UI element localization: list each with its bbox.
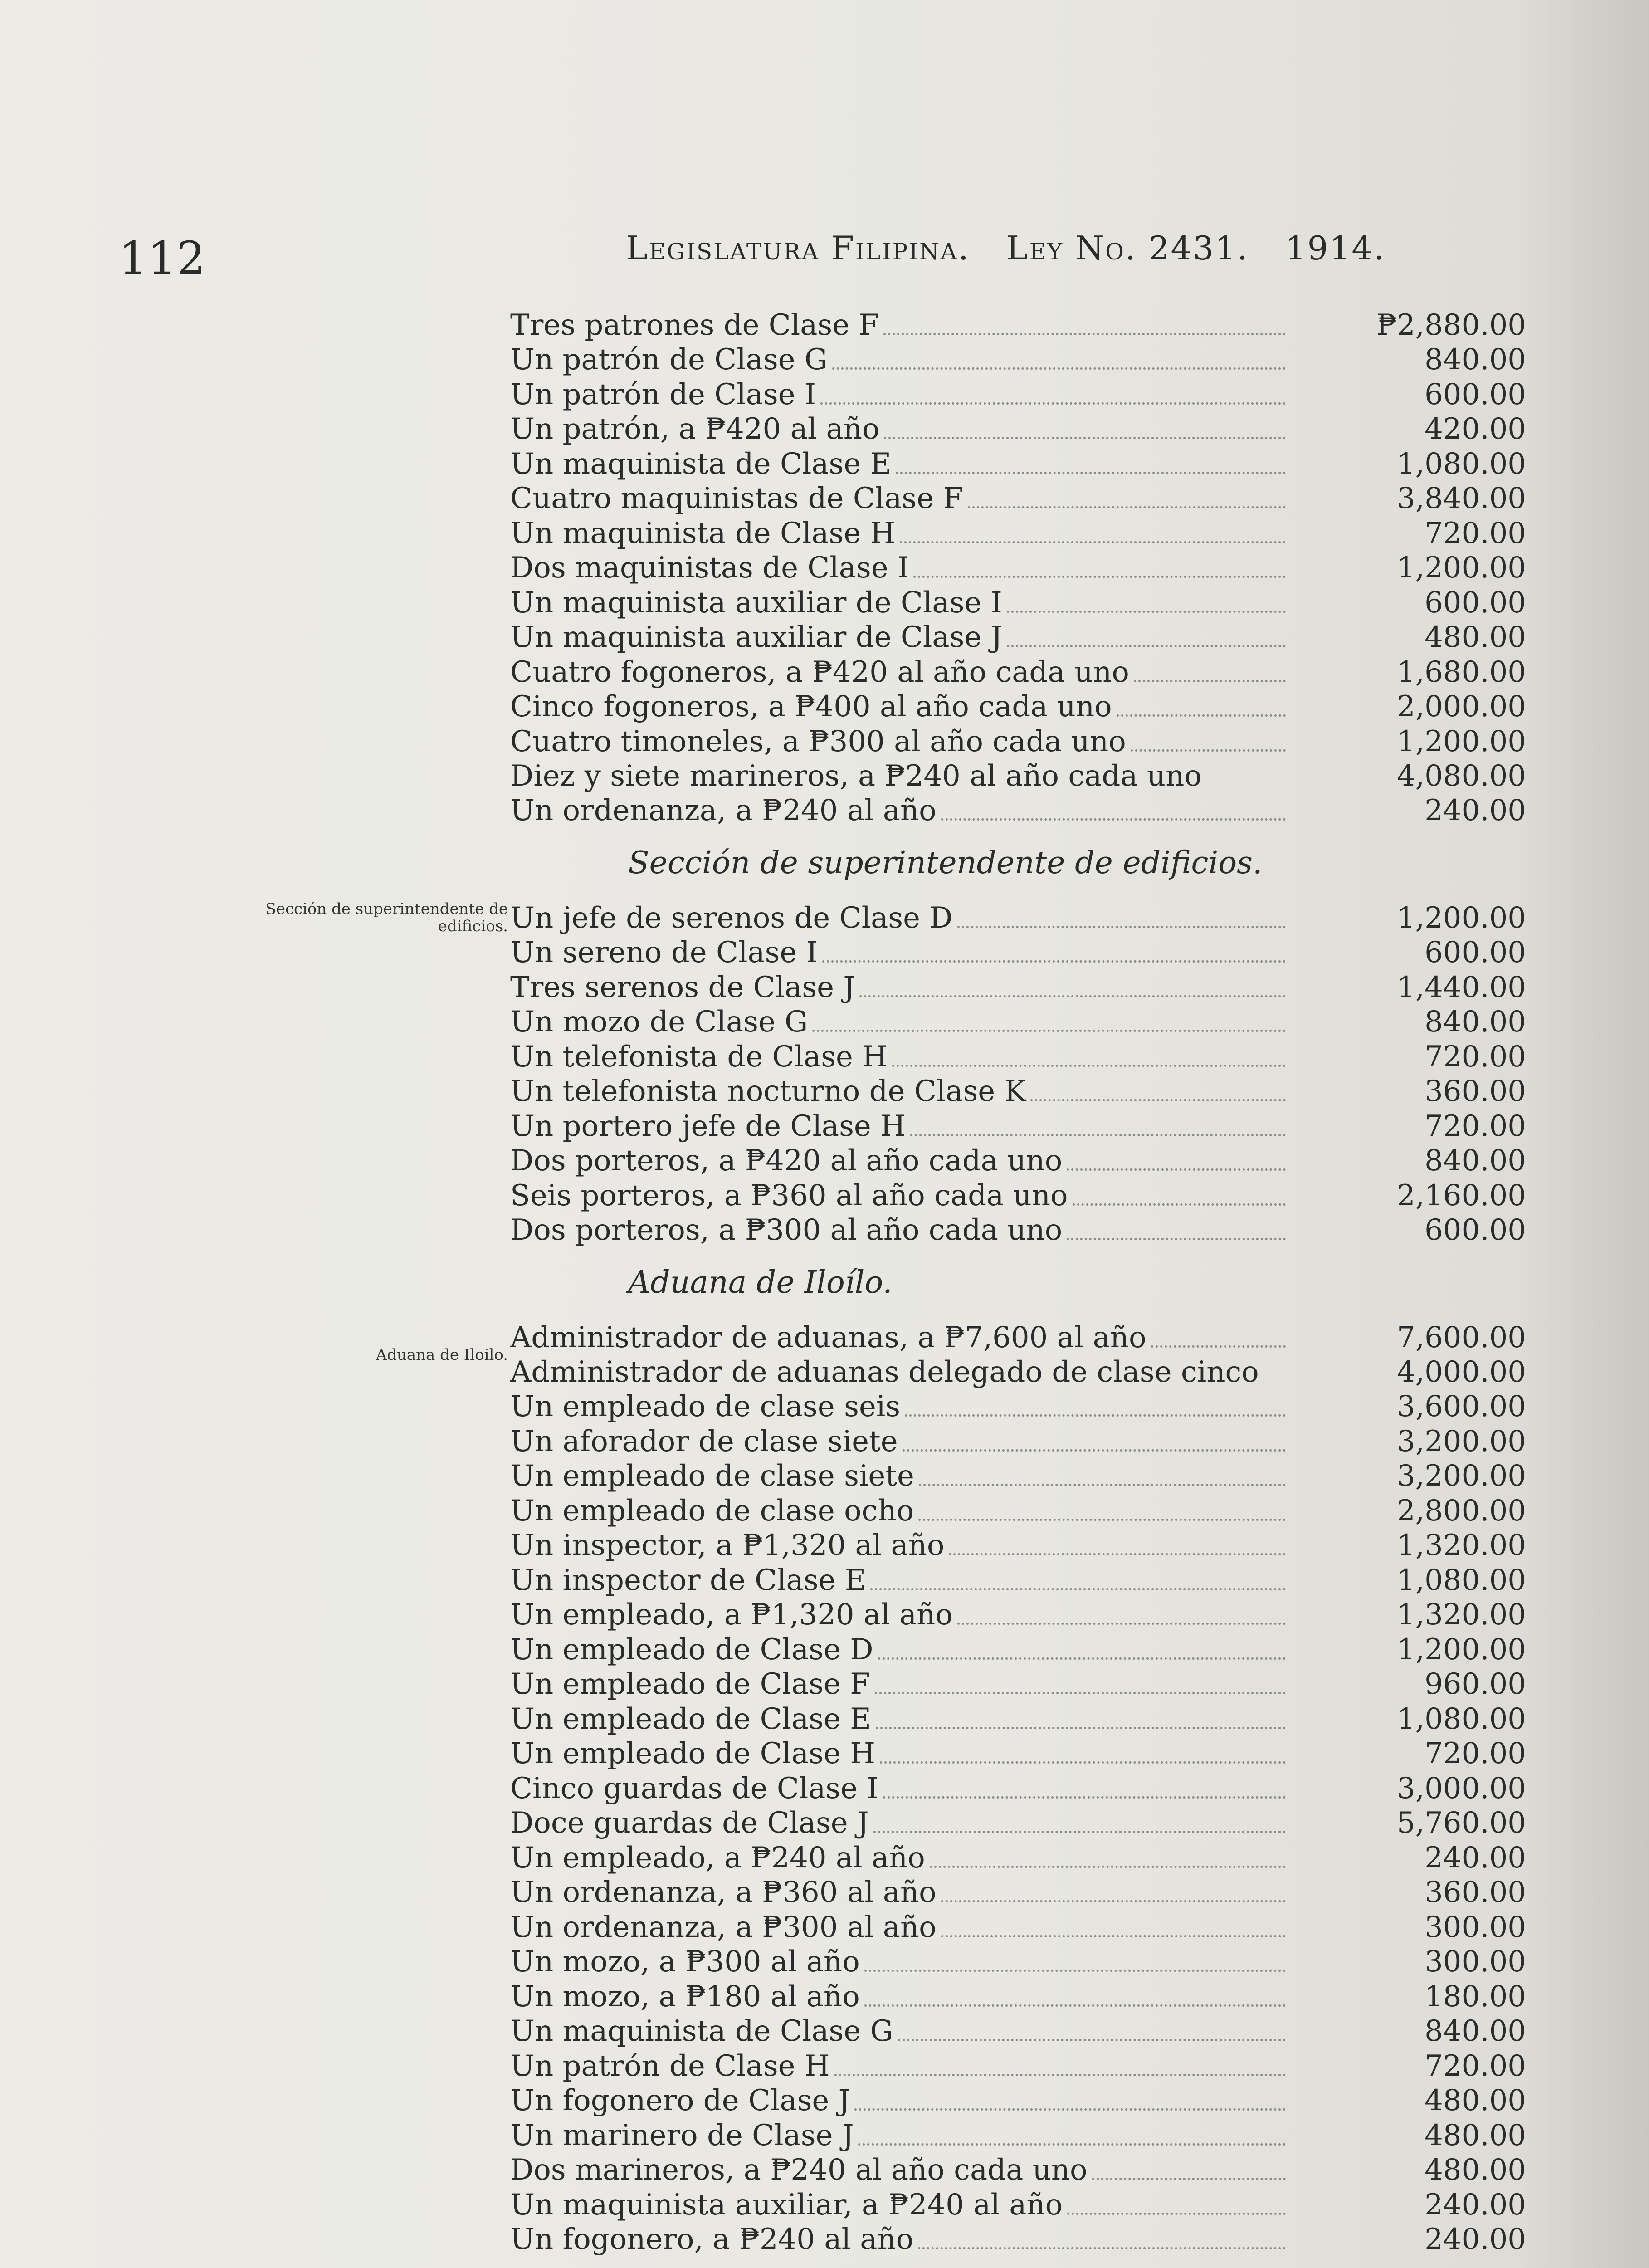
line-item-label: Doce guardas de Clase J [510, 1806, 869, 1840]
line-item-description [510, 412, 1290, 446]
line-item [510, 655, 1526, 689]
line-item-label: Dos porteros, a ₱420 al año cada uno [510, 1144, 1063, 1178]
line-item [510, 585, 1526, 620]
line-item-label: Un inspector de Clase E [510, 1563, 866, 1597]
dot-leader [930, 1866, 1286, 1868]
dot-leader [859, 995, 1286, 997]
line-item-amount: 360.00 [1425, 1876, 1526, 1909]
line-item-label: Cuatro fogoneros, a ₱420 al año cada uno [510, 655, 1129, 689]
line-item [510, 1074, 1526, 1109]
line-item [510, 1945, 1526, 1980]
line-item-label: Administrador de aduanas delegado de clase cinco [510, 1355, 1259, 1389]
running-head-year: 1914. [1285, 229, 1386, 267]
line-item-description [510, 935, 1290, 970]
line-item-amount: 3,200.00 [1397, 1459, 1526, 1493]
dot-leader [1067, 2213, 1286, 2215]
line-item [510, 1039, 1526, 1074]
line-item-label: Un aforador de clase siete [510, 1424, 898, 1458]
line-item [510, 1355, 1526, 1389]
line-item-description [510, 1980, 1290, 2014]
line-item [510, 1910, 1526, 1945]
line-item [510, 1736, 1526, 1771]
line-item-description [510, 1424, 1290, 1459]
line-item-amount: 720.00 [1425, 1109, 1526, 1143]
line-item [510, 1875, 1526, 1910]
line-item-description [510, 1945, 1290, 1979]
line-item-amount: 1,680.00 [1397, 655, 1526, 689]
line-item-label: Un patrón de Clase I [510, 377, 816, 411]
line-item-label: Cinco fogoneros, a ₱400 al año cada uno [510, 690, 1112, 723]
line-item-description [510, 689, 1290, 724]
line-item [510, 1424, 1526, 1459]
line-item-description [510, 793, 1290, 828]
line-item-amount: 4,080.00 [1397, 759, 1526, 793]
line-item-label: Un empleado, a ₱1,320 al año [510, 1598, 953, 1632]
line-item [510, 1005, 1526, 1040]
line-item [510, 2187, 1526, 2222]
dot-leader [820, 402, 1286, 405]
line-item [510, 516, 1526, 551]
dot-leader [949, 1553, 1286, 1555]
dot-leader [1007, 611, 1286, 613]
line-item-amount: 3,000.00 [1397, 1771, 1526, 1805]
line-item-label: Un empleado de clase siete [510, 1459, 914, 1493]
line-item-label: Dos porteros, a ₱300 al año cada uno [510, 1213, 1063, 1247]
dot-leader [876, 1727, 1286, 1729]
line-item-label: Dos marineros, a ₱240 al año cada uno [510, 2153, 1088, 2187]
line-item-description [510, 620, 1290, 655]
line-item-label: Un patrón de Clase H [510, 2049, 830, 2083]
page-number: 112 [119, 232, 205, 285]
line-item-amount: 5,760.00 [1397, 1806, 1526, 1840]
dot-leader [864, 1970, 1286, 1972]
dot-leader [1134, 680, 1286, 682]
dot-leader [913, 576, 1286, 578]
dot-leader [910, 1134, 1286, 1136]
line-item-amount: 960.00 [1425, 1667, 1526, 1701]
line-item-description [510, 724, 1290, 759]
line-item-description [510, 2222, 1290, 2257]
line-item-amount: 480.00 [1425, 2084, 1526, 2117]
dot-leader [1117, 714, 1286, 717]
line-item-amount: ₱2,880.00 [1376, 308, 1526, 342]
line-item [510, 2118, 1526, 2153]
line-item-description [510, 516, 1290, 551]
line-item-amount: 240.00 [1425, 2223, 1526, 2256]
line-item-description [510, 1040, 1290, 1074]
line-item-amount: 3,840.00 [1397, 482, 1526, 515]
line-item-description [510, 1005, 1290, 1039]
line-item-description [510, 2118, 1290, 2153]
line-item-description [510, 481, 1290, 516]
line-item-description [510, 655, 1290, 689]
line-item-label: Un patrón de Clase G [510, 343, 828, 376]
line-item-amount: 480.00 [1425, 2118, 1526, 2152]
line-item-label: Cuatro maquinistas de Clase F [510, 482, 963, 515]
line-item-amount: 480.00 [1425, 621, 1526, 654]
line-item-label: Diez y siete marineros, a ₱240 al año cada uno [510, 759, 1202, 793]
dot-leader [875, 1692, 1286, 1694]
line-item-description [510, 1841, 1290, 1875]
line-item-label: Un mozo, a ₱300 al año [510, 1945, 860, 1979]
running-head-title: Legislatura Filipina. [626, 229, 970, 267]
line-item-amount: 480.00 [1425, 2153, 1526, 2187]
line-item [510, 935, 1526, 970]
line-item-label: Un sereno de Clase I [510, 936, 818, 969]
line-item-label: Un empleado de Clase F [510, 1667, 870, 1701]
line-item-description [510, 1563, 1290, 1598]
line-item [510, 446, 1526, 481]
line-item-amount: 4,000.00 [1397, 1355, 1526, 1389]
line-item-label: Un inspector, a ₱1,320 al año [510, 1529, 945, 1562]
line-item [510, 2014, 1526, 2049]
line-item-description [510, 377, 1290, 412]
dot-leader [883, 333, 1286, 335]
line-item-amount: 840.00 [1425, 2014, 1526, 2048]
dot-leader [880, 1761, 1286, 1764]
line-item [510, 1667, 1526, 1702]
line-item [510, 1493, 1526, 1528]
line-item [510, 1563, 1526, 1598]
line-item-amount: 720.00 [1425, 1737, 1526, 1770]
line-item [510, 342, 1526, 377]
line-item [510, 620, 1526, 655]
line-item-amount: 600.00 [1425, 936, 1526, 969]
dot-leader [903, 1449, 1286, 1452]
line-item-description [510, 1736, 1290, 1771]
line-item-amount: 1,080.00 [1397, 447, 1526, 481]
line-item-label: Un ordenanza, a ₱360 al año [510, 1876, 937, 1909]
line-item-amount: 7,600.00 [1397, 1320, 1526, 1354]
line-item-label: Un empleado de clase seis [510, 1390, 901, 1423]
boat-crew-items [510, 308, 1526, 828]
line-item-label: Tres patrones de Clase F [510, 308, 879, 342]
line-item-description [510, 1074, 1290, 1109]
line-item-label: Un ordenanza, a ₱300 al año [510, 1910, 937, 1944]
line-item-description [510, 1667, 1290, 1701]
line-item-amount: 720.00 [1425, 1040, 1526, 1074]
dot-leader [918, 1519, 1286, 1521]
running-head [626, 229, 1442, 267]
line-item-label: Un maquinista auxiliar, a ₱240 al año [510, 2188, 1063, 2222]
line-item-label: Un maquinista de Clase H [510, 516, 896, 550]
line-item-label: Un jefe de serenos de Clase D [510, 901, 953, 935]
dot-leader [957, 926, 1286, 928]
dot-leader [1007, 645, 1286, 647]
dot-leader [854, 2108, 1286, 2111]
line-item-amount: 240.00 [1425, 1841, 1526, 1875]
dot-leader [941, 818, 1286, 821]
line-item-amount: 2,000.00 [1397, 690, 1526, 723]
line-item [510, 1320, 1526, 1355]
dot-leader [870, 1588, 1286, 1590]
line-item [510, 2222, 1526, 2257]
line-item-description [510, 1459, 1290, 1493]
line-item-amount: 240.00 [1425, 2188, 1526, 2222]
line-item-label: Un telefonista nocturno de Clase K [510, 1075, 1026, 1108]
line-item-amount: 1,200.00 [1397, 901, 1526, 935]
line-item-description [510, 1598, 1290, 1632]
line-item-label: Un patrón, a ₱420 al año [510, 412, 880, 446]
section-heading-aduana: Aduana de Iloílo. [628, 1265, 893, 1300]
line-item-amount: 240.00 [1425, 794, 1526, 827]
line-item-label: Dos maquinistas de Clase I [510, 551, 909, 585]
line-item-amount: 600.00 [1425, 586, 1526, 620]
line-item [510, 1806, 1526, 1841]
dot-leader [957, 1623, 1286, 1625]
line-item [510, 1701, 1526, 1736]
dot-leader [941, 1900, 1286, 1902]
dot-leader [883, 1796, 1286, 1799]
line-item [510, 1213, 1526, 1248]
line-item [510, 1178, 1526, 1213]
line-item [510, 1528, 1526, 1563]
line-item [510, 2083, 1526, 2118]
line-item-label: Un empleado de Clase D [510, 1633, 873, 1667]
dot-leader [918, 2247, 1286, 2249]
line-item [510, 1771, 1526, 1806]
line-item-label: Un empleado de clase ocho [510, 1494, 914, 1528]
line-item-description [510, 1702, 1290, 1736]
dot-leader [1067, 1168, 1286, 1171]
dot-leader [1067, 1238, 1286, 1240]
line-item-amount: 420.00 [1425, 412, 1526, 446]
line-item-description [510, 901, 1290, 935]
line-item-description [510, 1875, 1290, 1910]
line-item-description [510, 1633, 1290, 1667]
section-heading-superintendente: Sección de superintendente de edificios. [628, 845, 1263, 881]
dot-leader [878, 1657, 1286, 1660]
line-item-amount: 1,080.00 [1397, 1563, 1526, 1597]
dot-leader [900, 541, 1286, 543]
line-item-amount: 1,200.00 [1397, 1633, 1526, 1667]
line-item-description [510, 1355, 1290, 1389]
line-item-amount: 1,320.00 [1397, 1529, 1526, 1562]
line-item-label: Un fogonero, a ₱240 al año [510, 2223, 914, 2256]
line-item-label: Un empleado de Clase E [510, 1702, 871, 1736]
line-item-description [510, 1109, 1290, 1144]
line-item-amount: 840.00 [1425, 343, 1526, 376]
line-item [510, 551, 1526, 586]
line-item [510, 724, 1526, 759]
line-item-amount: 300.00 [1425, 1945, 1526, 1979]
dot-leader [1092, 2178, 1286, 2180]
line-item-label: Administrador de aduanas, a ₱7,600 al año [510, 1320, 1146, 1354]
line-item-label: Un maquinista de Clase G [510, 2014, 893, 2048]
line-item-amount: 600.00 [1425, 1213, 1526, 1247]
line-item-label: Seis porteros, a ₱360 al año cada uno [510, 1178, 1068, 1212]
line-item [510, 377, 1526, 412]
line-item-description [510, 759, 1290, 793]
line-item-label: Un mozo de Clase G [510, 1005, 808, 1039]
line-item-amount: 3,600.00 [1397, 1390, 1526, 1423]
line-item-label: Un maquinista auxiliar de Clase I [510, 586, 1002, 620]
dot-leader [822, 960, 1286, 963]
dot-leader [1073, 1203, 1286, 1206]
line-item-amount: 840.00 [1425, 1005, 1526, 1039]
dot-leader [832, 367, 1286, 370]
line-item-description [510, 1213, 1290, 1247]
line-item-label: Un marinero de Clase J [510, 2118, 854, 2152]
line-item-label: Un ordenanza, a ₱240 al año [510, 794, 937, 827]
dot-leader [864, 2004, 1286, 2007]
dot-leader [1131, 749, 1286, 752]
line-item [510, 412, 1526, 447]
dot-leader [858, 2143, 1286, 2146]
aduana-items [510, 1320, 1526, 2257]
line-item [510, 759, 1526, 793]
line-item [510, 793, 1526, 828]
line-item-label: Un portero jefe de Clase H [510, 1109, 906, 1143]
line-item-label: Un telefonista de Clase H [510, 1040, 888, 1074]
dot-leader [905, 1414, 1286, 1417]
line-item-label: Un empleado, a ₱240 al año [510, 1841, 925, 1875]
running-head-law: Ley No. 2431. [1006, 229, 1249, 267]
line-item-label: Un mozo, a ₱180 al año [510, 1980, 860, 2014]
line-item [510, 1632, 1526, 1667]
line-item-amount: 600.00 [1425, 377, 1526, 411]
line-item [510, 1144, 1526, 1178]
appropriation-list [510, 308, 1526, 2257]
line-item [510, 970, 1526, 1005]
line-item-label: Tres serenos de Clase J [510, 970, 855, 1004]
line-item-label: Un fogonero de Clase J [510, 2084, 850, 2117]
line-item-amount: 180.00 [1425, 1980, 1526, 2014]
dot-leader [896, 472, 1286, 474]
dot-leader [1151, 1345, 1286, 1348]
line-item-description [510, 1806, 1290, 1840]
line-item-description [510, 447, 1290, 481]
line-item-amount: 360.00 [1425, 1075, 1526, 1108]
line-item [510, 1840, 1526, 1875]
line-item [510, 900, 1526, 935]
dot-leader [898, 2039, 1286, 2041]
line-item-description [510, 2083, 1290, 2118]
dot-leader [919, 1484, 1286, 1486]
line-item-amount: 1,200.00 [1397, 551, 1526, 585]
line-item [510, 1598, 1526, 1633]
line-item-description [510, 970, 1290, 1005]
line-item-amount: 1,440.00 [1397, 970, 1526, 1004]
dot-leader [873, 1831, 1286, 1833]
line-item-description [510, 2014, 1290, 2048]
dot-leader [1030, 1099, 1286, 1101]
line-item-description [510, 342, 1290, 377]
line-item-amount: 3,200.00 [1397, 1424, 1526, 1458]
line-item [510, 1459, 1526, 1494]
line-item-label: Un maquinista de Clase E [510, 447, 892, 481]
line-item-amount: 1,080.00 [1397, 1702, 1526, 1736]
line-item-description [510, 1494, 1290, 1528]
margin-note-superintendente: Sección de superintendente de edificios. [265, 900, 508, 935]
line-item [510, 2048, 1526, 2083]
dot-leader [834, 2074, 1286, 2076]
margin-note-aduana: Aduana de Iloilo. [376, 1346, 508, 1364]
line-item [510, 1109, 1526, 1144]
dot-leader [892, 1065, 1286, 1067]
line-item-description [510, 1320, 1290, 1355]
line-item [510, 1979, 1526, 2014]
line-item-amount: 720.00 [1425, 516, 1526, 550]
line-item-amount: 2,160.00 [1397, 1178, 1526, 1212]
line-item-label: Un empleado de Clase H [510, 1737, 876, 1770]
line-item-amount: 2,800.00 [1397, 1494, 1526, 1528]
line-item [510, 481, 1526, 516]
line-item-label: Un maquinista auxiliar de Clase J [510, 621, 1003, 654]
line-item [510, 308, 1526, 342]
line-item-description [510, 2153, 1290, 2187]
line-item-label: Cinco guardas de Clase I [510, 1771, 878, 1805]
line-item-description [510, 1910, 1290, 1945]
line-item-description [510, 1528, 1290, 1563]
line-item-description [510, 308, 1290, 342]
line-item-description [510, 2188, 1290, 2222]
line-item-amount: 1,200.00 [1397, 724, 1526, 758]
line-item-description [510, 551, 1290, 585]
line-item [510, 2153, 1526, 2188]
line-item-description [510, 1389, 1290, 1424]
dot-leader [884, 437, 1286, 439]
dot-leader [968, 506, 1286, 508]
line-item-description [510, 1144, 1290, 1178]
superintendente-items [510, 900, 1526, 1247]
line-item [510, 689, 1526, 724]
line-item [510, 1389, 1526, 1424]
dot-leader [941, 1935, 1286, 1937]
line-item-description [510, 1771, 1290, 1806]
dot-leader [812, 1030, 1286, 1032]
line-item-description [510, 2049, 1290, 2083]
line-item-amount: 300.00 [1425, 1910, 1526, 1944]
line-item-description [510, 586, 1290, 620]
line-item-amount: 840.00 [1425, 1144, 1526, 1178]
line-item-description [510, 1178, 1290, 1213]
line-item-amount: 720.00 [1425, 2049, 1526, 2083]
line-item-amount: 1,320.00 [1397, 1598, 1526, 1632]
line-item-label: Cuatro timoneles, a ₱300 al año cada uno [510, 724, 1126, 758]
